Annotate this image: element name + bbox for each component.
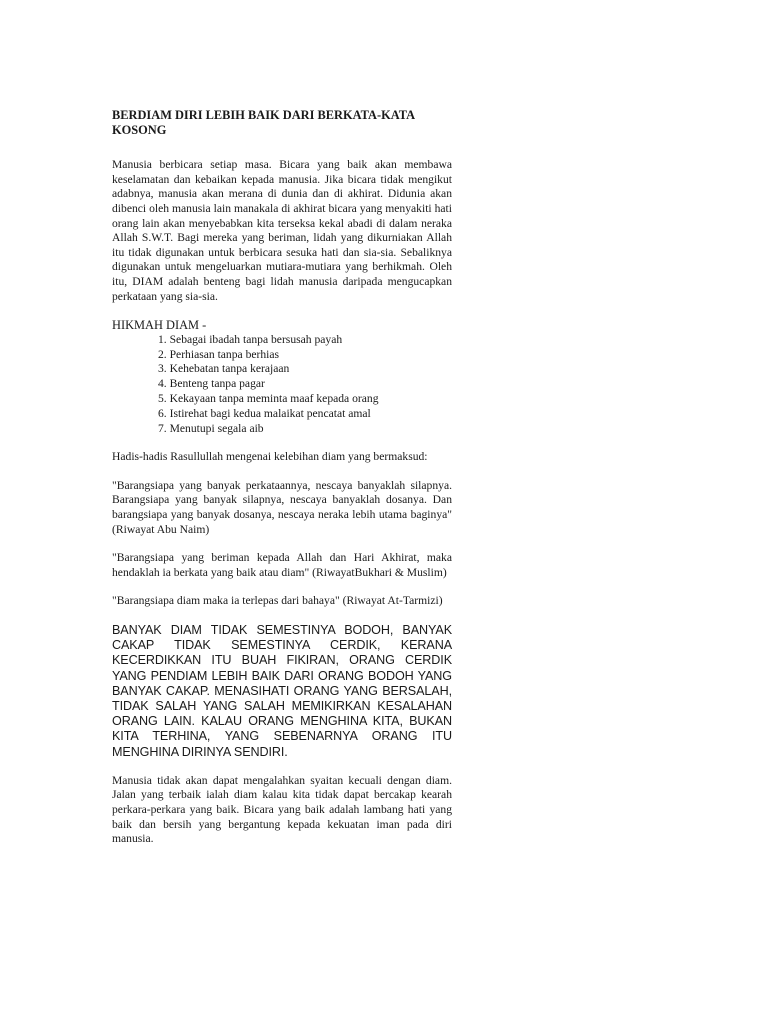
- list-item: 3. Kehebatan tanpa kerajaan: [158, 362, 290, 376]
- caps-paragraph: BANYAK DIAM TIDAK SEMESTINYA BODOH, BANYAK CAKAP TIDAK SEMESTINYA CERDIK, KERANA KECERDIKKAN ITU BUAH FIKIRAN, ORANG CERDIK YANG PENDIAM LEBIH BAIK DARI ORANG BODOH YANG BANYAK CAKAP. MENASIHATI ORANG YANG BERSALAH, TIDAK SALAH YANG SALAH MEMIKIRKAN KESALAHAN ORANG LAIN. KALAU ORANG MENGHINA KITA, BUKAN KITA TERHINA, YANG SEBENARNYA ORANG ITU MENGHINA DIRINYA SENDIRI.: [112, 623, 452, 759]
- list-item: 6. Istirehat bagi kedua malaikat pencatat amal: [158, 406, 371, 420]
- hadith-intro: Hadis-hadis Rasullullah mengenai kelebihan diam yang bermaksud:: [112, 450, 428, 464]
- hadith-quote-2: "Barangsiapa yang beriman kepada Allah dan Hari Akhirat, maka hendaklah ia berkata yang baik atau diam" (RiwayatBukhari & Muslim): [112, 551, 452, 579]
- hikmah-heading: HIKMAH DIAM -: [112, 318, 207, 333]
- hadith-quote-1: "Barangsiapa yang banyak perkataannya, nescaya banyaklah silapnya. Barangsiapa yang banyak silapnya, nescaya banyaklah dosanya. Dan barangsiapa yang banyak dosanya, nescaya neraka lebih utama baginya" (Riwayat Abu Naim): [112, 478, 452, 536]
- list-item: 7. Menutupi segala aib: [158, 421, 264, 435]
- document-body: [112, 108, 452, 861]
- list-item: 2. Perhiasan tanpa berhias: [158, 347, 280, 361]
- closing-paragraph: Manusia tidak akan dapat mengalahkan syaitan kecuali dengan diam. Jalan yang terbaik ialah diam kalau kita tidak dapat bercakap kearah perkara-perkara yang baik. Bicara yang baik adalah lambang hati yang baik dan bersih yang bergantung kepada kekuatan iman pada diri manusia.: [112, 773, 452, 846]
- hadith-quote-3: "Barangsiapa diam maka ia terlepas dari bahaya" (Riwayat At-Tarmizi): [112, 594, 443, 608]
- list-item: 1. Sebagai ibadah tanpa bersusah payah: [158, 332, 343, 346]
- list-item: 5. Kekayaan tanpa meminta maaf kepada orang: [158, 391, 379, 405]
- intro-paragraph: Manusia berbicara setiap masa. Bicara yang baik akan membawa keselamatan dan kebaikan kepada manusia. Jika bicara tidak mengikut adabnya, manusia akan merana di dunia dan di akhirat. Didunia akan dibenci oleh manusia lain manakala di akhirat bicara yang menyakiti hati orang lain akan menyebabkan kita terseksa kekal abadi di dalam neraka Allah S.W.T. Bagi mereka yang beriman, lidah yang dikurniakan Allah itu tidak digunakan untuk berbicara sesuka hati dan sia-sia. Sebaliknya digunakan untuk mengeluarkan mutiara-mutiara yang berhikmah. Oleh itu, DIAM adalah benteng bagi lidah manusia daripada mengucapkan perkataan yang sia-sia.: [112, 158, 452, 303]
- list-item: 4. Benteng tanpa pagar: [158, 377, 265, 391]
- document-title: BERDIAM DIRI LEBIH BAIK DARI BERKATA-KATA KOSONG: [112, 108, 415, 137]
- hikmah-list: [112, 333, 452, 437]
